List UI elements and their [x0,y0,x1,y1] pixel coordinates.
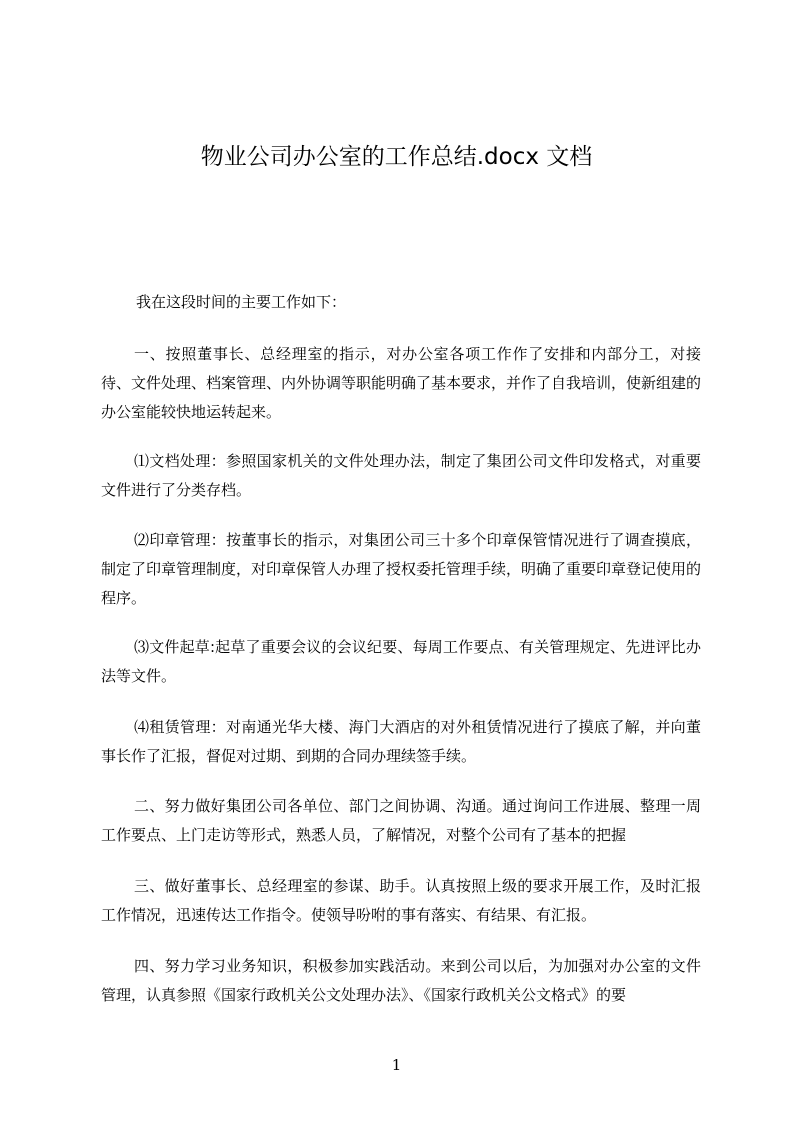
paragraph-6: 二、努力做好集团公司各单位、部门之间协调、沟通。通过询问工作进展、整理一周工作要点、上门走访等形式，熟悉人员，了解情况，对整个公司有了基本的把握 [101,797,701,844]
paragraph-3: ⑵印章管理：按董事长的指示，对集团公司三十多个印章保管情况进行了调查摸底，制定了印章管理制度，对印章保管人办理了授权委托管理手续，明确了重要印章登记使用的程序。 [101,531,702,607]
document-title: 物业公司办公室的工作总结.docx 文档 [200,144,593,170]
paragraph-8: 四、努力学习业务知识，积极参加实践活动。来到公司以后，为加强对办公室的文件管理，认真参照《国家行政机关公文处理办法》、《国家行政机关公文格式》的要 [101,957,701,1004]
paragraph-2: ⑴文档处理：参照国家机关的文件处理办法，制定了集团公司文件印发格式，对重要文件进行了分类存档。 [101,452,701,499]
paragraph-4: ⑶文件起草:起草了重要会议的会议纪要、每周工作要点、有关管理规定、先进评比办法等文件。 [101,638,701,685]
intro-line: 我在这段时间的主要工作如下： [136,293,347,311]
paragraph-5: ⑷租赁管理：对南通光华大楼、海门大酒店的对外租赁情况进行了摸底了解，并向董事长作了汇报，督促对过期、到期的合同办理续签手续。 [101,718,701,765]
paragraph-7: 三、做好董事长、总经理室的参谋、助手。认真按照上级的要求开展工作，及时汇报工作情况，迅速传达工作指令。使领导吩咐的事有落实、有结果、有汇报。 [101,877,701,924]
page-number: 1 [391,1056,402,1074]
paragraph-1: 一、按照董事长、总经理室的指示，对办公室各项工作作了安排和内部分工，对接待、文件处理、档案管理、内外协调等职能明确了基本要求，并作了自我培训，使新组建的办公室能较快地运转起来。 [101,345,702,421]
